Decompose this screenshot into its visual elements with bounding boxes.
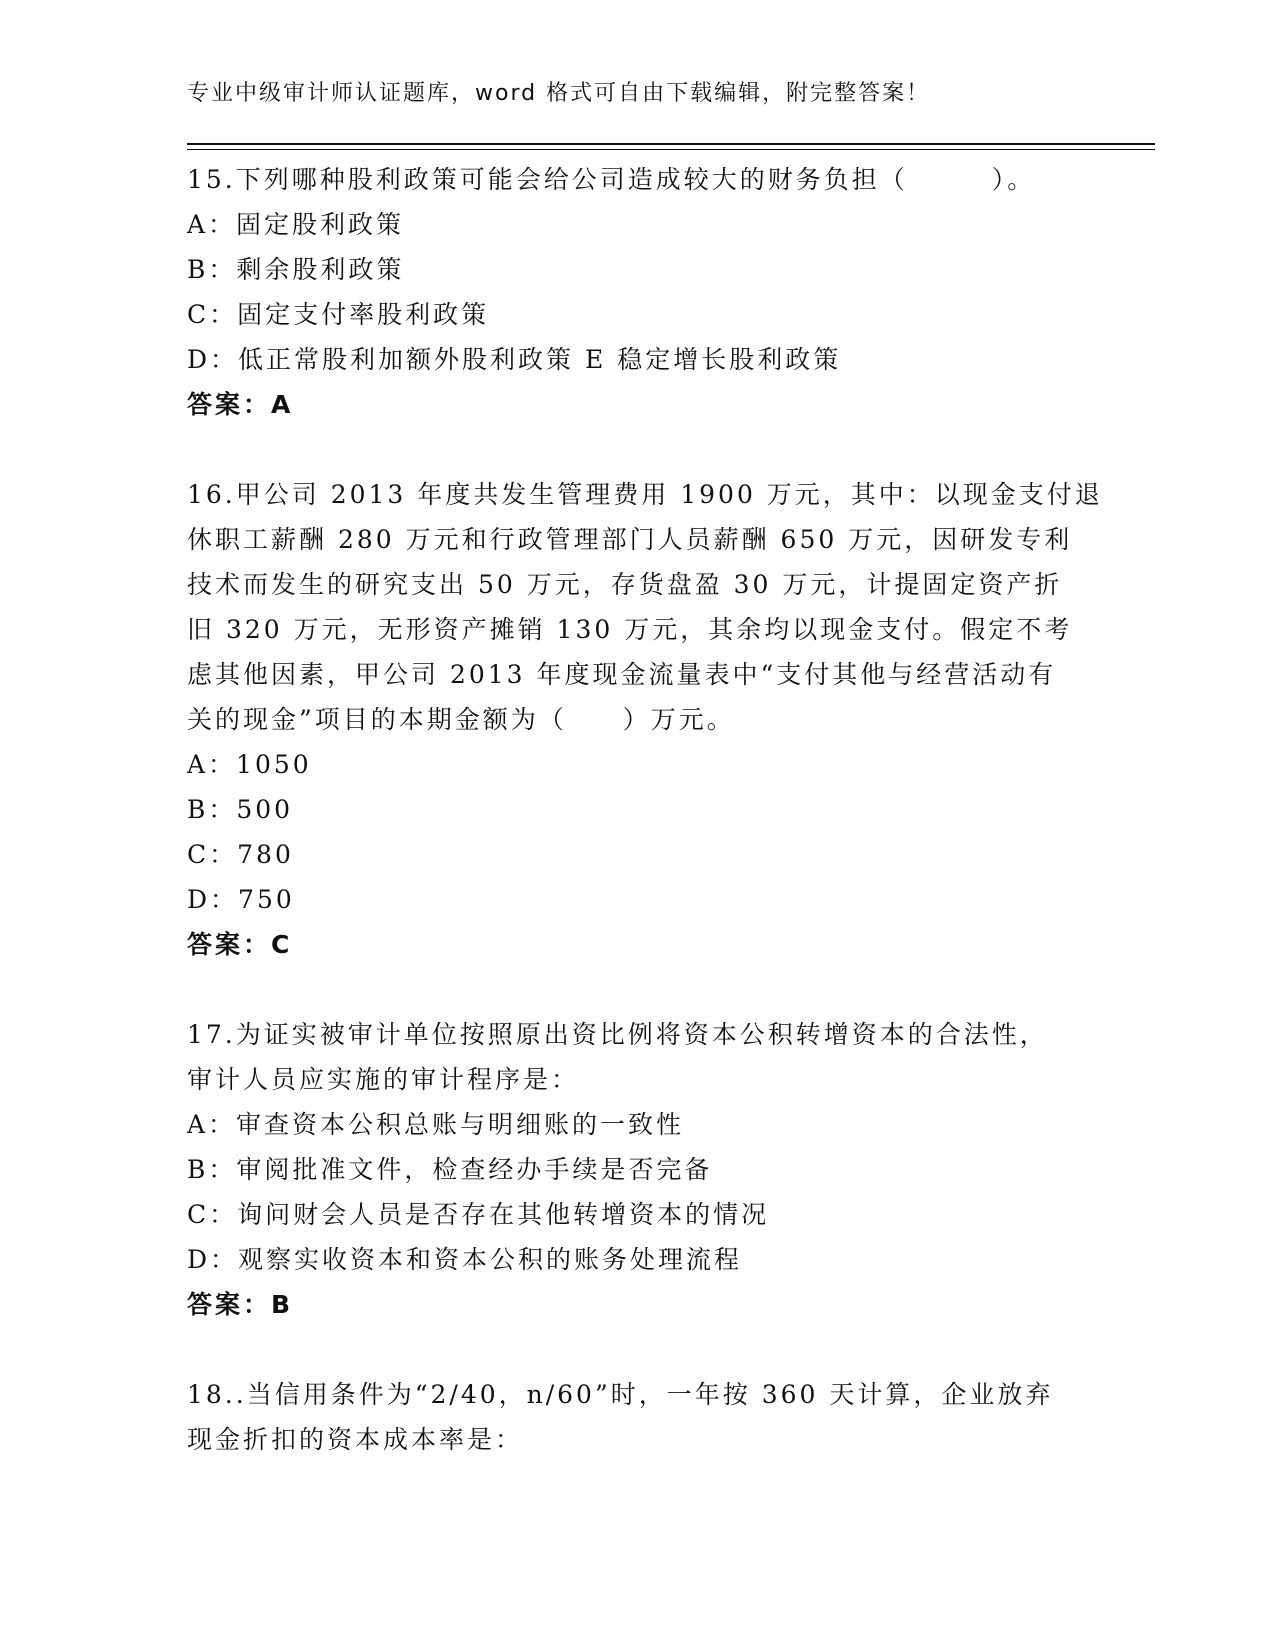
question-stem-line: 15.下列哪种股利政策可能会给公司造成较大的财务负担（ ）。 [187,165,1036,194]
question-stem-line: 现金折扣的资本成本率是： [187,1425,524,1454]
question-stem-line: 技术而发生的研究支出 50 万元，存货盘盈 30 万元，计提固定资产折 [187,570,1063,599]
answer-line: 答案：B [187,1290,294,1319]
option-c: C：固定支付率股利政策 [187,300,490,329]
option-d: D：低正常股利加额外股利政策 E 稳定增长股利政策 [187,345,842,374]
option-d: D：观察实收资本和资本公积的账务处理流程 [187,1245,743,1274]
question-18 [187,1372,1087,1462]
question-stem-line: 17.为证实被审计单位按照原出资比例将资本公积转增资本的合法性， [187,1020,1048,1049]
question-list [187,157,1103,1462]
question-stem-line: 18..当信用条件为“2/40，n/60”时，一年按 360 天计算，企业放弃 [187,1380,1054,1409]
header-rule-thick [187,143,1155,145]
option-b: B：500 [187,795,294,824]
question-stem-line: 16.甲公司 2013 年度共发生管理费用 1900 万元，其中：以现金支付退 [187,480,1103,509]
question-spacer [187,427,1087,472]
option-b: B：审阅批准文件，检查经办手续是否完备 [187,1155,713,1184]
question-spacer [187,1327,1087,1372]
answer-line: 答案：A [187,390,294,419]
option-c: C：780 [187,840,294,869]
question-spacer [187,967,1087,1012]
question-17 [187,1012,1087,1327]
header-rule-thin [187,149,1155,150]
option-d: D：750 [187,885,295,914]
option-b: B：剩余股利政策 [187,255,405,284]
question-16 [187,472,1103,967]
question-stem-line: 关的现金”项目的本期金额为（ ）万元。 [187,705,735,734]
question-stem-line: 旧 320 万元，无形资产摊销 130 万元，其余均以现金支付。假定不考 [187,615,1073,644]
page-header: 专业中级审计师认证题库，word 格式可自由下载编辑，附完整答案！ [187,81,931,106]
question-stem-line: 审计人员应实施的审计程序是： [187,1065,580,1094]
question-stem-line: 休职工薪酬 280 万元和行政管理部门人员薪酬 650 万元，因研发专利 [187,525,1073,554]
option-a: A：审查资本公积总账与明细账的一致性 [187,1110,685,1139]
answer-line: 答案：C [187,930,293,959]
option-a: A：1050 [187,750,312,779]
option-c: C：询问财会人员是否存在其他转增资本的情况 [187,1200,770,1229]
question-stem-line: 虑其他因素，甲公司 2013 年度现金流量表中“支付其他与经营活动有 [187,660,1057,689]
option-a: A：固定股利政策 [187,210,405,239]
question-15 [187,157,1087,427]
